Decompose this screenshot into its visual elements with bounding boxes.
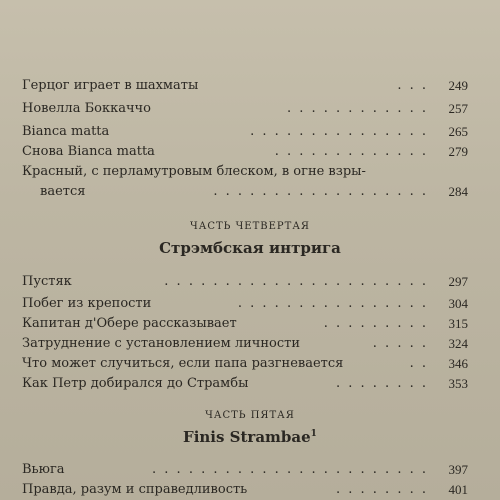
toc-entry-title: Пустяк — [22, 274, 72, 289]
toc-leader-dots: . . . . . . . . — [336, 482, 428, 497]
toc-entry — [22, 334, 468, 354]
part-five-label: ЧАСТЬ ПЯТАЯ — [205, 410, 295, 421]
toc-entry — [22, 272, 468, 292]
toc-leader-dots: . . . . . . . . . . . . . — [274, 144, 428, 159]
toc-entry — [22, 294, 468, 314]
toc-page-number: 315 — [448, 316, 468, 331]
toc-leader-dots: . . . . . . . . — [336, 376, 428, 391]
toc-page-number: 297 — [448, 274, 468, 289]
toc-entry — [22, 354, 468, 374]
toc-page-number: 397 — [448, 462, 468, 477]
toc-entry-title: вается — [40, 184, 86, 199]
toc-entry-continuation — [22, 182, 468, 202]
toc-entry — [22, 142, 468, 162]
toc-leader-dots: . . . . . — [372, 336, 428, 351]
footnote-marker: 1 — [310, 429, 317, 439]
toc-leader-dots: . . . . . . . . . . . . . . . . . . . . . . . — [152, 462, 428, 477]
toc-leader-dots: . . . . . . . . . . . . . . . — [250, 124, 428, 139]
toc-leader-dots: . . . . . . . . . . . . . . . . — [237, 296, 428, 311]
toc-entry-title: Побег из крепости — [22, 296, 152, 311]
toc-leader-dots: . . . . . . . . . . . . . . . . . . — [213, 184, 428, 199]
toc-entry-title: Красный, с перламутровым блеском, в огне взры- — [22, 164, 366, 179]
toc-page-number: 257 — [448, 101, 468, 116]
toc-entry-title: Затруднение с установлением личности — [22, 336, 300, 351]
toc-page-number: 401 — [448, 482, 468, 497]
toc-entry-title: Капитан д'Обере рассказывает — [22, 316, 237, 331]
toc-leader-dots: . . . . . . . . . . . . — [286, 101, 428, 116]
part-four-label: ЧАСТЬ ЧЕТВЕРТАЯ — [190, 221, 310, 232]
toc-entry-title: Вьюга — [22, 462, 65, 477]
toc-entry-title: Правда, разум и справедливость — [22, 482, 248, 497]
toc-leader-dots: . . — [409, 356, 428, 371]
toc-entry — [22, 162, 468, 182]
toc-page-number: 284 — [448, 184, 468, 199]
toc-page-number: 353 — [448, 376, 468, 391]
toc-entry — [22, 314, 468, 334]
toc-entry — [22, 460, 468, 480]
toc-entry — [22, 76, 468, 96]
toc-leader-dots: . . . . . . . . . — [323, 316, 428, 331]
toc-entry-title: Снова Bianca matta — [22, 144, 155, 159]
toc-page-number: 249 — [448, 78, 468, 93]
toc-entry-title: Как Петр добирался до Страмбы — [22, 376, 249, 391]
toc-leader-dots: . . . — [397, 78, 428, 93]
toc-leader-dots: . . . . . . . . . . . . . . . . . . . . . . — [164, 274, 428, 289]
part-five-title-text: Finis Strambae — [183, 428, 311, 446]
toc-page-number: 279 — [448, 144, 468, 159]
toc-entry — [22, 99, 468, 119]
toc-entry — [22, 480, 468, 500]
toc-entry-title: Bianca matta — [22, 124, 110, 139]
toc-entry-title: Что может случиться, если папа разгневается — [22, 356, 344, 371]
toc-page-number: 346 — [448, 356, 468, 371]
toc-entry — [22, 374, 468, 394]
part-four-title: Стрэмбская интрига — [159, 239, 341, 257]
toc-page-number: 324 — [448, 336, 468, 351]
part-five-title — [0, 428, 500, 446]
toc-entry-title: Новелла Боккаччо — [22, 101, 151, 116]
toc-page-number: 265 — [448, 124, 468, 139]
toc-entry — [22, 122, 468, 142]
toc-page-number: 304 — [448, 296, 468, 311]
toc-entry-title: Герцог играет в шахматы — [22, 78, 199, 93]
